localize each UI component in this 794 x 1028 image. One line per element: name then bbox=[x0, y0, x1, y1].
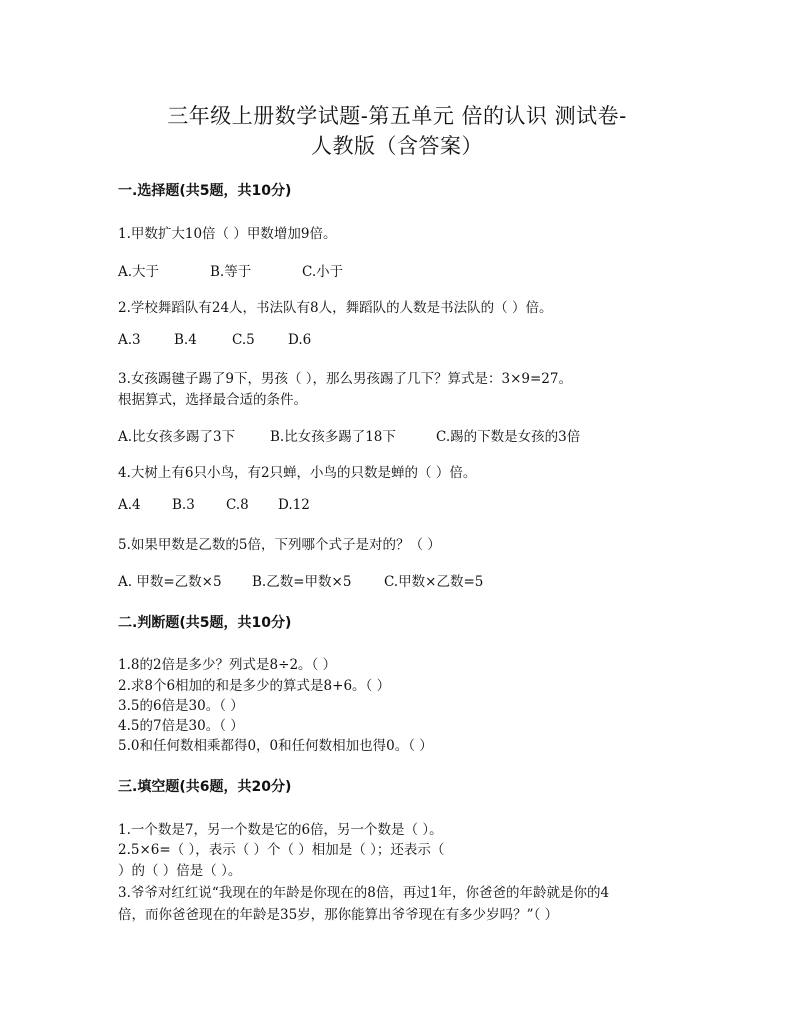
option: A.3 bbox=[118, 332, 141, 348]
question-options bbox=[118, 497, 310, 513]
question-stem: 3.女孩踢毽子踢了9下，男孩（ ），那么男孩踢了几下？算式是：3×9=27。 bbox=[118, 371, 572, 387]
question-options bbox=[118, 570, 483, 590]
judgement-item: 3.5的6倍是30。（ ） bbox=[118, 698, 244, 714]
question-stem: 1.甲数扩大10倍（ ）甲数增加9倍。 bbox=[118, 226, 337, 242]
option: C.8 bbox=[226, 497, 249, 513]
page-title-line-1: 三年级上册数学试题-第五单元 倍的认识 测试卷- bbox=[167, 104, 627, 128]
page-title-line-2: 人教版（含答案） bbox=[311, 134, 483, 158]
judgement-item: 5.0和任何数相乘都得0，0和任何数相加也得0。（ ） bbox=[118, 738, 433, 754]
judgement-item: 1.8的2倍是多少？列式是8÷2。（ ） bbox=[118, 657, 337, 673]
option: C.甲数×乙数=5 bbox=[384, 574, 484, 590]
fill-blank-line: ）的（ ）倍是（ ）。 bbox=[118, 863, 242, 879]
section-heading-judgement: 二.判断题(共5题，共10分) bbox=[118, 615, 292, 631]
section-heading-choice: 一.选择题(共5题，共10分) bbox=[118, 183, 292, 199]
option: A.比女孩多踢了3下 bbox=[118, 429, 236, 445]
fill-blank-line: 倍，而你爸爸现在的年龄是35岁，那你能算出爷爷现在有多少岁吗？”（ ） bbox=[118, 907, 559, 923]
question-stem: 5.如果甲数是乙数的5倍，下列哪个式子是对的？（ ） bbox=[118, 537, 441, 553]
question-options bbox=[118, 332, 311, 348]
option: C.小于 bbox=[302, 264, 344, 280]
fill-blank-line: 1.一个数是7，另一个数是它的6倍，另一个数是（ ）。 bbox=[118, 822, 443, 838]
option: B.等于 bbox=[210, 264, 252, 280]
option: C.踢的下数是女孩的3倍 bbox=[436, 429, 581, 445]
option: A.4 bbox=[118, 497, 141, 513]
fill-blank-line: 2.5×6=（ ），表示（ ）个（ ）相加是（ ）；还表示（ bbox=[118, 842, 445, 858]
option: B.3 bbox=[172, 497, 195, 513]
question-stem: 2.学校舞蹈队有24人，书法队有8人，舞蹈队的人数是书法队的（ ）倍。 bbox=[118, 300, 553, 316]
question-stem-continued: 根据算式，选择最合适的条件。 bbox=[118, 392, 307, 408]
question-stem: 4.大树上有6只小鸟，有2只蝉，小鸟的只数是蝉的（ ）倍。 bbox=[118, 465, 477, 481]
option: B.比女孩多踢了18下 bbox=[270, 429, 396, 445]
judgement-item: 4.5的7倍是30。（ ） bbox=[118, 718, 244, 734]
question-options bbox=[118, 425, 580, 445]
option: B.乙数=甲数×5 bbox=[252, 574, 352, 590]
fill-blank-line: 3.爷爷对红红说“我现在的年龄是你现在的8倍，再过1年，你爸爸的年龄就是你的4 bbox=[118, 885, 610, 901]
option: C.5 bbox=[232, 332, 255, 348]
option: A.大于 bbox=[118, 264, 160, 280]
question-options bbox=[118, 260, 343, 280]
option: A. 甲数=乙数×5 bbox=[118, 574, 222, 590]
option: D.6 bbox=[288, 332, 312, 348]
option: D.12 bbox=[278, 497, 310, 513]
judgement-item: 2.求8个6相加的和是多少的算式是8+6。（ ） bbox=[118, 678, 391, 694]
option: B.4 bbox=[174, 332, 197, 348]
section-heading-fill-blank: 三.填空题(共6题，共20分) bbox=[118, 779, 292, 795]
